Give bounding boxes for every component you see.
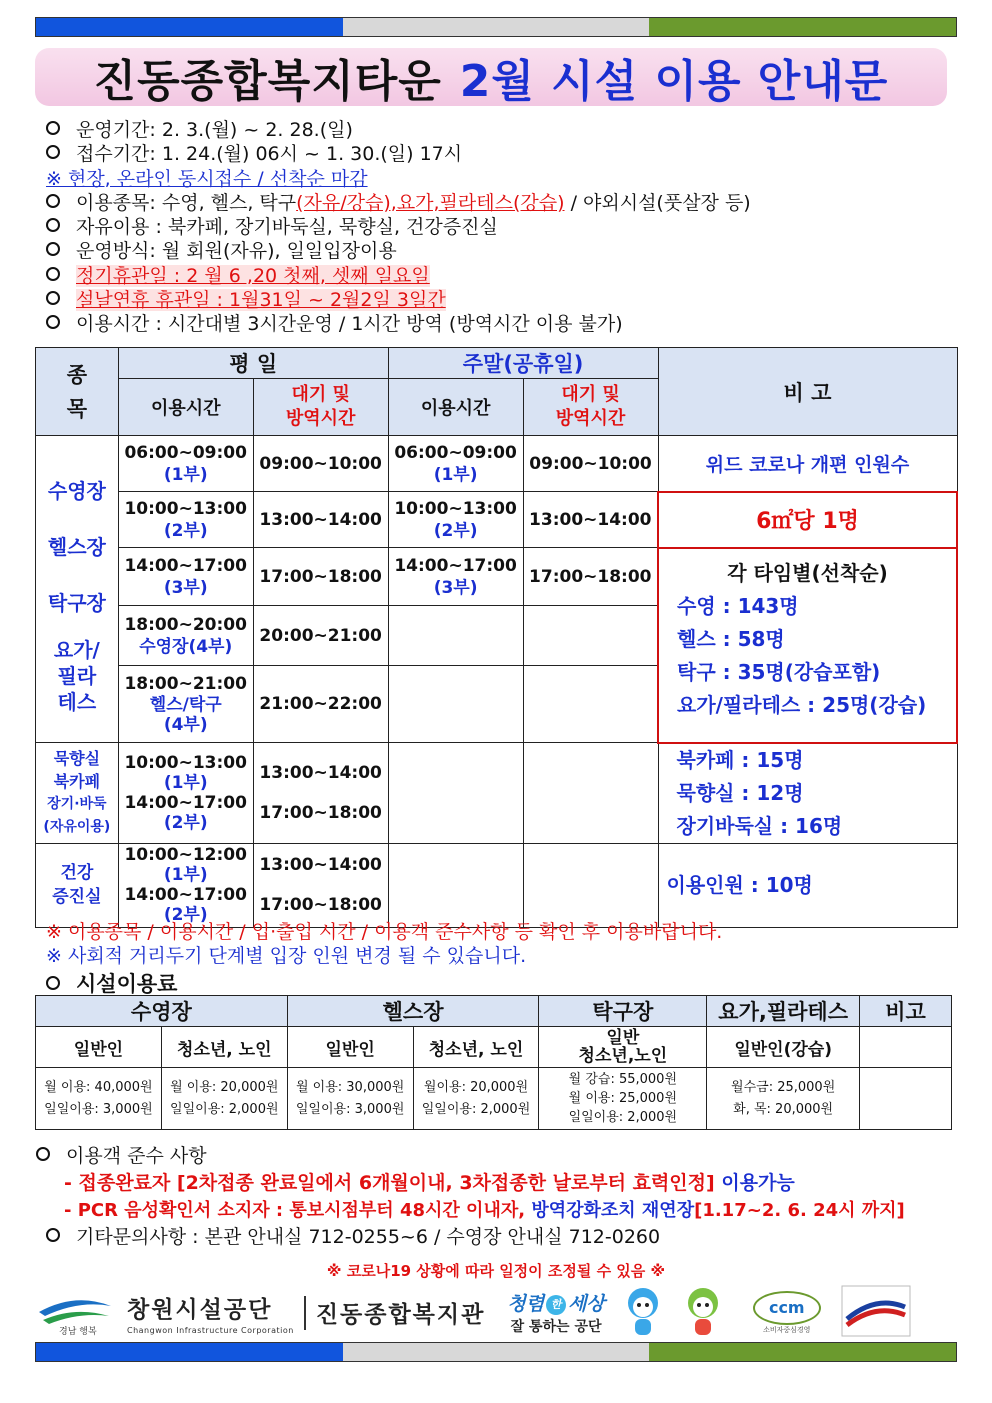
weekend-cell: 06:00~09:00 (1부)	[388, 436, 523, 492]
header-wait: 대기 및 방역시간	[253, 379, 388, 436]
remark-area-rule: 6㎡당 1명	[658, 492, 957, 548]
bullet-icon	[46, 242, 60, 256]
weekend-cell: 10:00~13:00 (2부)	[388, 492, 523, 548]
bullet-icon	[46, 267, 60, 281]
wait-cell: 17:00~18:00	[253, 548, 388, 606]
branch-name: 진동종합복지관	[315, 1302, 486, 1328]
category-sports: 수영장 헬스장 탁구장 요가/ 필라 테스	[36, 436, 119, 743]
rule-vaccinated: - 접종완료자 [2차접종 완료일에서 6개월이내, 3차접종한 날로부터 효력인정] 이용가능	[64, 1172, 795, 1194]
table-row: 18:00~20:00 수영장(4부)	[118, 606, 253, 666]
fee-subheader-empty	[860, 1027, 952, 1068]
bullet-icon	[46, 145, 60, 159]
empty-cell	[388, 743, 523, 844]
wait-cell: 20:00~21:00	[253, 606, 388, 666]
header-use-time-weekend: 이용시간	[388, 379, 523, 436]
wait-cell: 17:00~18:00	[523, 548, 658, 606]
empty-cell	[388, 606, 523, 666]
info-list	[46, 118, 966, 337]
weekend-cell: 14:00~17:00 (3부)	[388, 548, 523, 606]
bullet-icon	[46, 315, 60, 329]
bullet-icon	[46, 121, 60, 135]
slogan: 청렴 한 세상 잘 통하는 공단	[507, 1293, 605, 1335]
info-holiday: 설날연휴 휴관일 : 1월31일 ~ 2월2일 3일간	[46, 288, 966, 312]
org-name-en: Changwon Infrastructure Corporation	[127, 1325, 294, 1335]
empty-cell	[523, 666, 658, 743]
page-title	[35, 48, 947, 106]
remark-health: 이용인원 : 10명	[658, 843, 957, 927]
rules-contact: 기타문의사항 : 본관 안내실 712-0255~6 / 수영장 안내실 712-0260	[36, 1224, 905, 1251]
ccm-logo: ccm 소비자중심경영	[753, 1291, 821, 1335]
info-period: 운영기간: 2. 3.(월) ~ 2. 28.(일)	[46, 118, 966, 142]
fee-header-remarks: 비고	[860, 996, 952, 1027]
fees-table	[35, 995, 952, 1130]
table-row: 18:00~21:00 헬스/탁구 (4부)	[118, 666, 253, 743]
fee-subheader: 청소년, 노인	[413, 1027, 539, 1068]
info-types: 이용종목: 수영, 헬스, 탁구(자유/강습),요가,필라테스(강습) / 야외시설(풋살장 등)	[46, 191, 966, 215]
table-row: 10:00~13:00 (1부) 14:00~17:00 (2부)	[118, 743, 253, 844]
bottom-color-bar	[35, 1342, 957, 1362]
rule-pcr: - PCR 음성확인서 소지자 : 통보시점부터 48시간 이내자, 방역강화조치 재연장[1.17~2. 6. 24시 까지]	[64, 1200, 905, 1221]
bullet-icon	[46, 291, 60, 305]
org-block	[127, 1291, 294, 1335]
note-2: ※ 사회적 거리두기 단계별 입장 인원 변경 될 수 있습니다.	[46, 945, 527, 967]
wait-cell: 09:00~10:00	[523, 436, 658, 492]
fee-cell-empty	[860, 1068, 952, 1130]
schedule-table	[35, 347, 958, 928]
fee-cell: 월 이용: 20,000원 일일이용: 2,000원	[161, 1068, 287, 1130]
wait-cell: 21:00~22:00	[253, 666, 388, 743]
mascot-green-icon	[681, 1285, 725, 1341]
fee-header-yoga: 요가,필라테스	[707, 996, 860, 1027]
info-hours: 이용시간 : 시간대별 3시간운영 / 1시간 방역 (방역시간 이용 불가)	[46, 312, 966, 336]
remark-library: 북카페 : 15명 묵향실 : 12명 장기바둑실 : 16명	[658, 743, 957, 844]
fee-subheader: 일반인(강습)	[707, 1027, 860, 1068]
remark-with-corona: 위드 코로나 개편 인원수	[658, 436, 957, 492]
fee-subheader: 일반 청소년,노인	[539, 1027, 707, 1068]
header-remarks: 비 고	[658, 348, 957, 436]
note-1: ※ 이용종목 / 이용시간 / 입·출입 시간 / 이용객 준수사항 등 확인 후 이용바랍니다.	[46, 921, 723, 943]
category-library: 묵향실 북카페 장기·바둑 (자유이용)	[36, 743, 119, 844]
fee-cell: 월 이용: 30,000원 일일이용: 3,000원	[287, 1068, 413, 1130]
fee-cell: 월 이용: 40,000원 일일이용: 3,000원	[36, 1068, 162, 1130]
info-method: 운영방식: 월 회원(자유), 일일입장이용	[46, 239, 966, 263]
fees-heading: 시설이용료	[46, 968, 177, 998]
wait-cell: 13:00~14:00 17:00~18:00	[253, 743, 388, 844]
fee-cell: 월 강습: 55,000원 월 이용: 25,000원 일일이용: 2,000원	[539, 1068, 707, 1130]
info-closed: 정기휴관일 : 2 월 6 ,20 첫째, 셋째 일요일	[46, 264, 966, 288]
bullet-icon	[46, 194, 60, 208]
fee-subheader: 일반인	[36, 1027, 162, 1068]
remark-capacity: 각 타임별(선착순) 수영 : 143명 헬스 : 58명 탁구 : 35명(강습포함) 요가/필라테스 : 25명(강습)	[658, 548, 957, 743]
fee-subheader: 청소년, 노인	[161, 1027, 287, 1068]
info-reception-note: ※ 현장, 온라인 동시접수 / 선착순 마감	[46, 167, 368, 190]
mascot-blue-icon	[621, 1285, 665, 1341]
title-part2: 2월 시설 이용 안내문	[459, 56, 889, 107]
wait-cell: 13:00~14:00 17:00~18:00	[253, 843, 388, 927]
empty-cell	[388, 843, 523, 927]
wait-cell: 13:00~14:00	[253, 492, 388, 548]
info-free-use: 자유이용 : 북카페, 장기바둑실, 묵향실, 건강증진실	[46, 215, 966, 239]
bullet-icon	[46, 976, 60, 990]
fee-cell: 월이용: 20,000원 일일이용: 2,000원	[413, 1068, 539, 1130]
empty-cell	[523, 743, 658, 844]
header-weekend: 주말(공휴일)	[388, 348, 658, 379]
empty-cell	[523, 843, 658, 927]
fee-subheader: 일반인	[287, 1027, 413, 1068]
footer	[35, 1285, 957, 1340]
han-circle-icon: 한	[546, 1295, 566, 1315]
divider	[304, 1296, 306, 1330]
empty-cell	[388, 666, 523, 743]
table-row: 14:00~17:00 (3부)	[118, 548, 253, 606]
table-row: 06:00~09:00 (1부)	[118, 436, 253, 492]
bullet-icon	[36, 1147, 50, 1161]
title-part1: 진동종합복지타운	[93, 56, 442, 107]
fee-cell: 월수금: 25,000원 화, 목: 20,000원	[707, 1068, 860, 1130]
header-use-time: 이용시간	[118, 379, 253, 436]
header-category: 종 목	[36, 348, 119, 436]
fee-header-gym: 헬스장	[287, 996, 539, 1027]
gyeongnam-logo: 경남 행복	[35, 1290, 115, 1336]
fee-header-tt: 탁구장	[539, 996, 707, 1027]
category-health: 건강 증진실	[36, 843, 119, 927]
empty-cell	[523, 606, 658, 666]
notes	[46, 920, 722, 968]
header-wait-weekend: 대기 및 방역시간	[523, 379, 658, 436]
header-weekday: 평 일	[118, 348, 388, 379]
user-rules	[36, 1143, 905, 1251]
org-name: 창원시설공단	[127, 1296, 273, 1323]
wait-cell: 13:00~14:00	[523, 492, 658, 548]
covid-note: ※ 코로나19 상황에 따라 일정이 조정될 수 있음 ※	[326, 1262, 666, 1280]
fee-header-swim: 수영장	[36, 996, 288, 1027]
wait-cell: 09:00~10:00	[253, 436, 388, 492]
certificate-seal-icon	[841, 1285, 911, 1341]
top-color-bar	[35, 17, 957, 37]
bullet-icon	[46, 218, 60, 232]
rules-heading: 이용객 준수 사항	[36, 1143, 905, 1170]
table-row: 10:00~13:00 (2부)	[118, 492, 253, 548]
table-row: 10:00~12:00 (1부) 14:00~17:00 (2부)	[118, 843, 253, 927]
bullet-icon	[46, 1228, 60, 1242]
info-reception: 접수기간: 1. 24.(월) 06시 ~ 1. 30.(일) 17시	[46, 142, 966, 166]
